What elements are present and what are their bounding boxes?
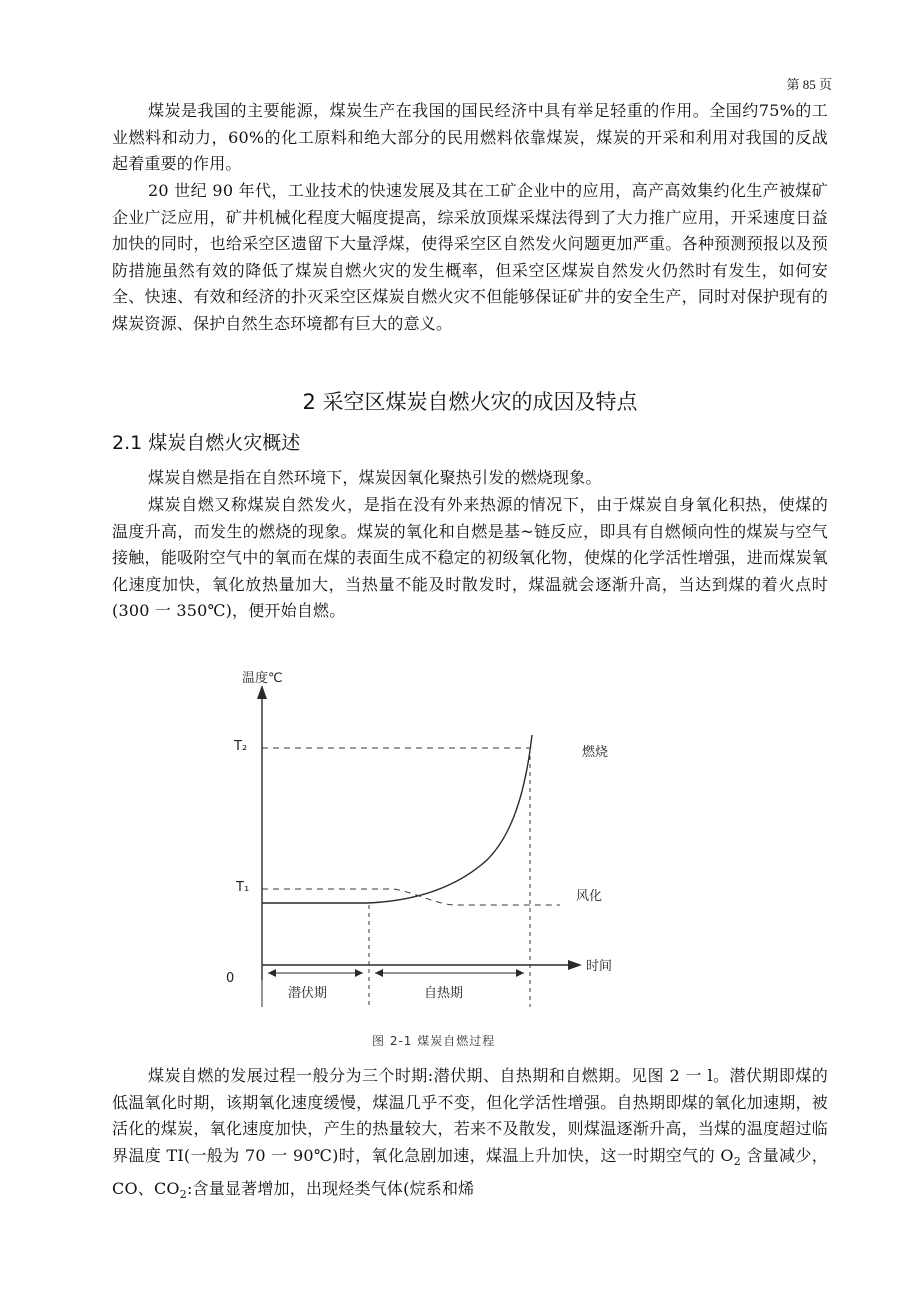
page-number: 第 85 页 [786, 77, 832, 92]
weathering-label: 风化 [576, 889, 603, 904]
section-paragraph-2: 煤炭自燃又称煤炭自然发火，是指在没有外来热源的情况下，由于煤炭自身氧化积热，使煤的温度升高，而发生的燃烧的现象。煤炭的氧化和自燃是基~链反应，即具有自燃倾向性的煤炭与空气接触，能吸附空气中的氧而在煤的表面生成不稳定的初级氧化物，使煤的化学活性增强，进而煤炭氧化速度加快，氧化放热量加大，当热量不能及时散发时，煤温就会逐渐升高，当达到煤的着火点时(300 一 350℃)，便开始自燃。 [112, 495, 828, 621]
subsection-title: 2.1 煤炭自燃火灾概述 [112, 432, 301, 454]
x-axis-arrow [568, 960, 582, 970]
burning-label: 燃烧 [582, 745, 609, 760]
phase1-label: 潜伏期 [288, 986, 328, 1001]
o2-subscript: 2 [733, 1154, 741, 1168]
co2-subscript: 2 [179, 1187, 187, 1201]
closing-text-b: 含量减少，CO、CO [112, 1145, 828, 1198]
section-paragraph-1: 煤炭自燃是指在自然环境下，煤炭因氧化聚热引发的燃烧现象。 [148, 468, 602, 487]
intro-paragraph-1: 煤炭是我国的主要能源，煤炭生产在我国的国民经济中具有举足轻重的作用。全国约75%的工业燃料和动力，60%的化工原料和绝大部分的民用燃料依靠煤炭，煤炭的开采和利用对我国的反战起着重要的作用。 [112, 101, 828, 174]
x-axis-label: 时间 [586, 959, 613, 974]
closing-text-c: :含量显著增加，出现烃类气体(烷系和烯 [186, 1178, 475, 1198]
t2-tick-label: T₂ [234, 739, 248, 754]
y-axis-label: 温度℃ [242, 671, 283, 686]
section-title: 2 采空区煤炭自燃火灾的成因及特点 [302, 390, 638, 414]
y-axis-arrow [257, 685, 267, 699]
closing-paragraph [112, 1063, 828, 1208]
origin-label: 0 [226, 971, 235, 986]
t1-tick-label: T₁ [236, 880, 250, 895]
figure-caption: 图 2-1 煤炭自燃过程 [372, 1034, 496, 1048]
weathering-curve [394, 889, 560, 905]
combustion-curve [262, 735, 532, 903]
coal-combustion-figure [212, 655, 652, 1055]
closing-text-a: 煤炭自燃的发展过程一般分为三个时期:潜伏期、自热期和自燃期。见图 2 一 l。潜伏期即煤的低温氧化时期，该期氧化速度缓慢，煤温几乎不变，但化学活性增强。自热期即煤的氧化加速期，被活化的煤炭，氧化速度加快，产生的热量较大，若来不及散发，则煤温逐渐升高，当煤的温度超过临界温度 TI(一般为 70 一 90℃)时，氧化急剧加速，煤温上升加快，这一时期空气的 O [112, 1066, 828, 1165]
intro-paragraph-2: 20 世纪 90 年代，工业技术的快速发展及其在工矿企业中的应用，高产高效集约化生产被煤矿企业广泛应用，矿井机械化程度大幅度提高，综采放顶煤采煤法得到了大力推广应用，开采速度日益加快的同时，也给采空区遗留下大量浮煤，使得采空区自然发火问题更加严重。各种预测预报以及预防措施虽然有效的降低了煤炭自燃火灾的发生概率，但采空区煤炭自然发火仍然时有发生，如何安全、快速、有效和经济的扑灭采空区煤炭自燃火灾不但能够保证矿井的安全生产，同时对保护现有的煤炭资源、保护自然生态环境都有巨大的意义。 [112, 181, 828, 333]
phase2-label: 自热期 [424, 986, 464, 1001]
